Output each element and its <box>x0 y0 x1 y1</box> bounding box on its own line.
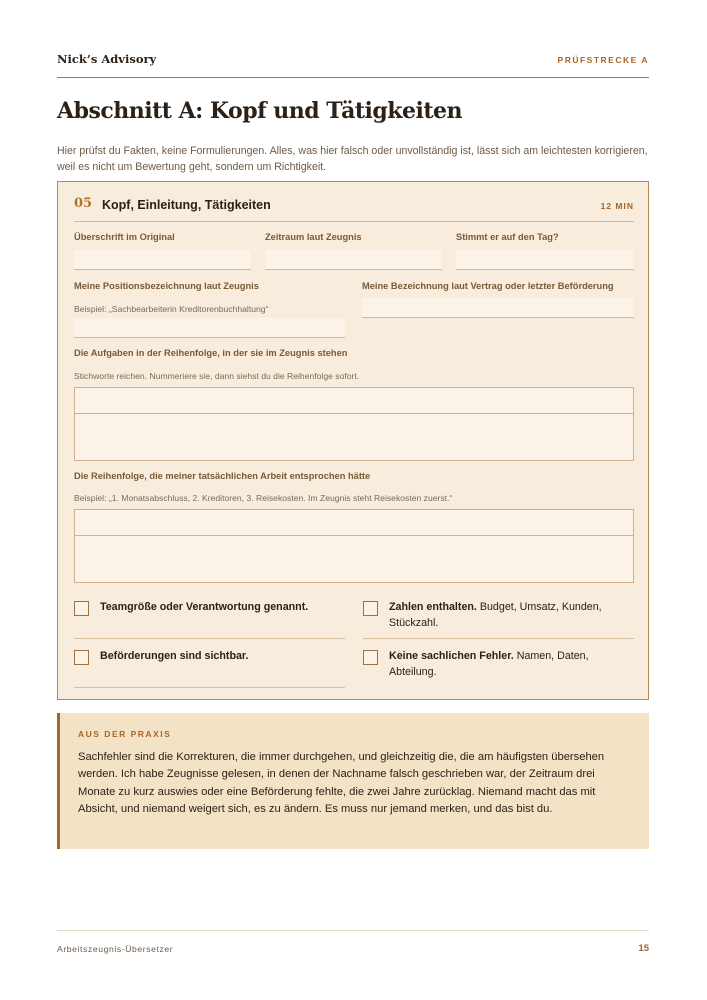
check-divider <box>74 687 345 688</box>
footer-doc-title: Arbeitszeugnis-Übersetzer <box>57 944 174 954</box>
original-heading-field[interactable] <box>74 250 251 270</box>
exact-date-field[interactable] <box>456 250 634 270</box>
check-divider <box>74 638 345 639</box>
textarea-divider <box>75 535 633 536</box>
section-tag: PRÜFSTRECKE A <box>557 55 649 65</box>
check-no-errors-text: Keine sachlichen Fehler. Namen, Daten, Abteilung. <box>389 650 589 678</box>
page-number: 15 <box>638 943 649 954</box>
page-header <box>57 52 649 78</box>
check-promotions-text: Beförderungen sind sichtbar. <box>100 650 249 662</box>
footer-divider <box>57 930 649 931</box>
exact-date-label: Stimmt er auf den Tag? <box>456 232 559 242</box>
tasks-textarea[interactable] <box>74 387 634 461</box>
card-header <box>74 196 634 222</box>
contract-label: Meine Bezeichnung laut Vertrag oder letzter Beförderung <box>362 281 614 291</box>
checkbox-no-errors[interactable] <box>363 650 378 665</box>
callout-tag: AUS DER PRAXIS <box>78 729 172 739</box>
original-heading-label: Überschrift im Original <box>74 232 175 242</box>
position-label: Meine Positionsbezeichnung laut Zeugnis <box>74 281 259 291</box>
tasks-hint: Stichworte reichen. Nummeriere sie, dann siehst du die Reihenfolge sofort. <box>74 371 360 381</box>
card-number: 05 <box>74 196 93 211</box>
position-hint: Beispiel: „Sachbearbeiterin Kreditorenbuchhaltung“ <box>74 304 269 314</box>
order-label: Die Reihenfolge, die meiner tatsächlichen Arbeit entsprochen hätte <box>74 471 371 481</box>
period-field[interactable] <box>265 250 442 270</box>
textarea-divider <box>75 413 633 414</box>
card-duration: 12 MIN <box>600 201 634 211</box>
tasks-label: Die Aufgaben in der Reihenfolge, in der sie im Zeugnis stehen <box>74 348 348 358</box>
order-hint: Beispiel: „1. Monatsabschluss, 2. Kreditoren, 3. Reisekosten. Im Zeugnis steht Reisekosten zuerst.“ <box>74 493 453 503</box>
check-numbers-text: Zahlen enthalten. Budget, Umsatz, Kunden, Stückzahl. <box>389 601 602 629</box>
order-textarea[interactable] <box>74 509 634 583</box>
position-field[interactable] <box>74 318 345 338</box>
intro-text: Hier prüfst du Fakten, keine Formulierungen. Alles, was hier falsch oder unvollständig ist, lässt sich am leichtesten korrigieren, weil es nicht um Bewertung geht, sondern um Richtigkeit. <box>57 145 648 173</box>
page-title: Abschnitt A: Kopf und Tätigkeiten <box>57 98 463 124</box>
practice-callout <box>57 713 649 849</box>
card-title: Kopf, Einleitung, Tätigkeiten <box>102 198 271 212</box>
brand-name: Nick’s Advisory <box>57 52 157 66</box>
checkbox-promotions[interactable] <box>74 650 89 665</box>
check-divider <box>363 638 634 639</box>
checkbox-team-size[interactable] <box>74 601 89 616</box>
callout-text: Sachfehler sind die Korrekturen, die immer durchgehen, und gleichzeitig die, die am häufigsten übersehen werden. Ich habe Zeugnisse gelesen, in denen der Nachname falsch geschrieben war, der Zeitraum drei Monate zu kurz auswies oder eine Beförderung fehlte, die zwei Jahre zurücklag. Niemand macht das mit Absicht, und niemand weigert sich, es zu ändern. Es muss nur jemand merken, und das bist du. <box>78 751 605 816</box>
worksheet-card <box>57 181 649 700</box>
period-label: Zeitraum laut Zeugnis <box>265 232 362 242</box>
check-team-size-text: Teamgröße oder Verantwortung genannt. <box>100 601 309 613</box>
checkbox-numbers[interactable] <box>363 601 378 616</box>
contract-field[interactable] <box>362 298 634 318</box>
